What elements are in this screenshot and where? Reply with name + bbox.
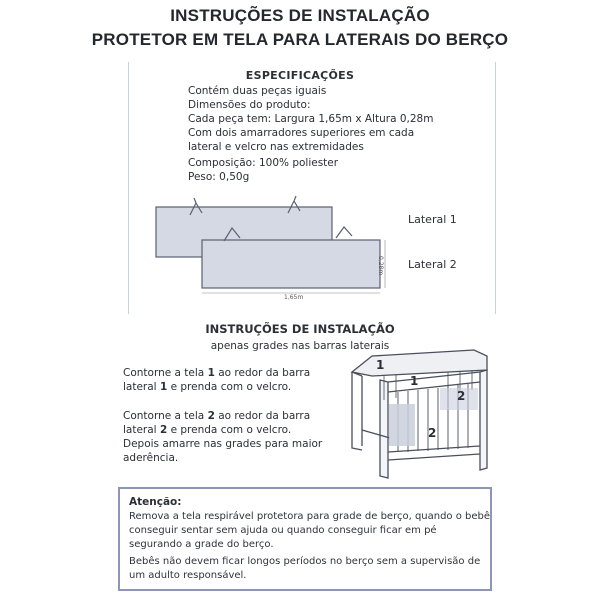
lateral-1-label: Lateral 1 [408,213,457,226]
crib-marker-2-right: 2 [457,389,466,403]
warning-line: Bebês não devem ficar longos períodos no berço sem a supervisão de [129,556,481,567]
warning-line: segurando a grade do berço. [129,539,274,550]
step-3-line-1: Depois amarre nas grades para maior [123,438,323,450]
mesh-panel-shade [389,404,415,446]
spec-line: lateral e velcro nas extremidades [188,141,364,153]
step-2-line-2: lateral 2 e prenda com o velcro. [123,424,292,436]
step-3-line-2: aderência. [123,452,179,464]
step-1-line-2: lateral 1 e prenda com o velcro. [123,381,292,393]
height-label: 0,28m [377,256,384,276]
warning-line: Remova a tela respirável protetora para grade de berço, quando o bebê [129,511,491,522]
warning-line: um adulto responsável. [129,570,247,581]
lateral-2-label: Lateral 2 [408,258,457,271]
crib-marker-1-front: 1 [410,374,419,388]
crib-marker-1-back: 1 [376,358,385,372]
document-title-line2: PROTETOR EM TELA PARA LATERAIS DO BERÇO [91,30,509,49]
spec-line: Dimensões do produto: [188,99,311,111]
crib-marker-2-bottom: 2 [428,426,437,440]
warning-line: conseguir sentar sem ajuda ou quando conseguir ficar em pé [129,525,437,536]
instructions-subheading: apenas grades nas barras laterais [210,340,390,352]
spec-line: Peso: 0,50g [188,171,250,183]
spec-line: Cada peça tem: Largura 1,65m x Altura 0,28m [188,113,434,125]
document-title-line1: INSTRUÇÕES DE INSTALAÇÃO [170,6,430,25]
spec-line: Composição: 100% poliester [188,157,339,169]
warning-title: Atenção: [129,496,182,508]
spec-line: Contém duas peças iguais [188,85,327,97]
step-1-line-1: Contorne a tela 1 ao redor da barra [123,367,311,379]
step-2-line-1: Contorne a tela 2 ao redor da barra [123,410,311,422]
instructions-heading: INSTRUÇÕES DE INSTALAÇÃO [205,322,395,336]
specifications-heading: ESPECIFICAÇÕES [245,69,355,82]
spec-line: Com dois amarradores superiores em cada [188,127,415,139]
width-label: 1,65m [284,294,304,301]
